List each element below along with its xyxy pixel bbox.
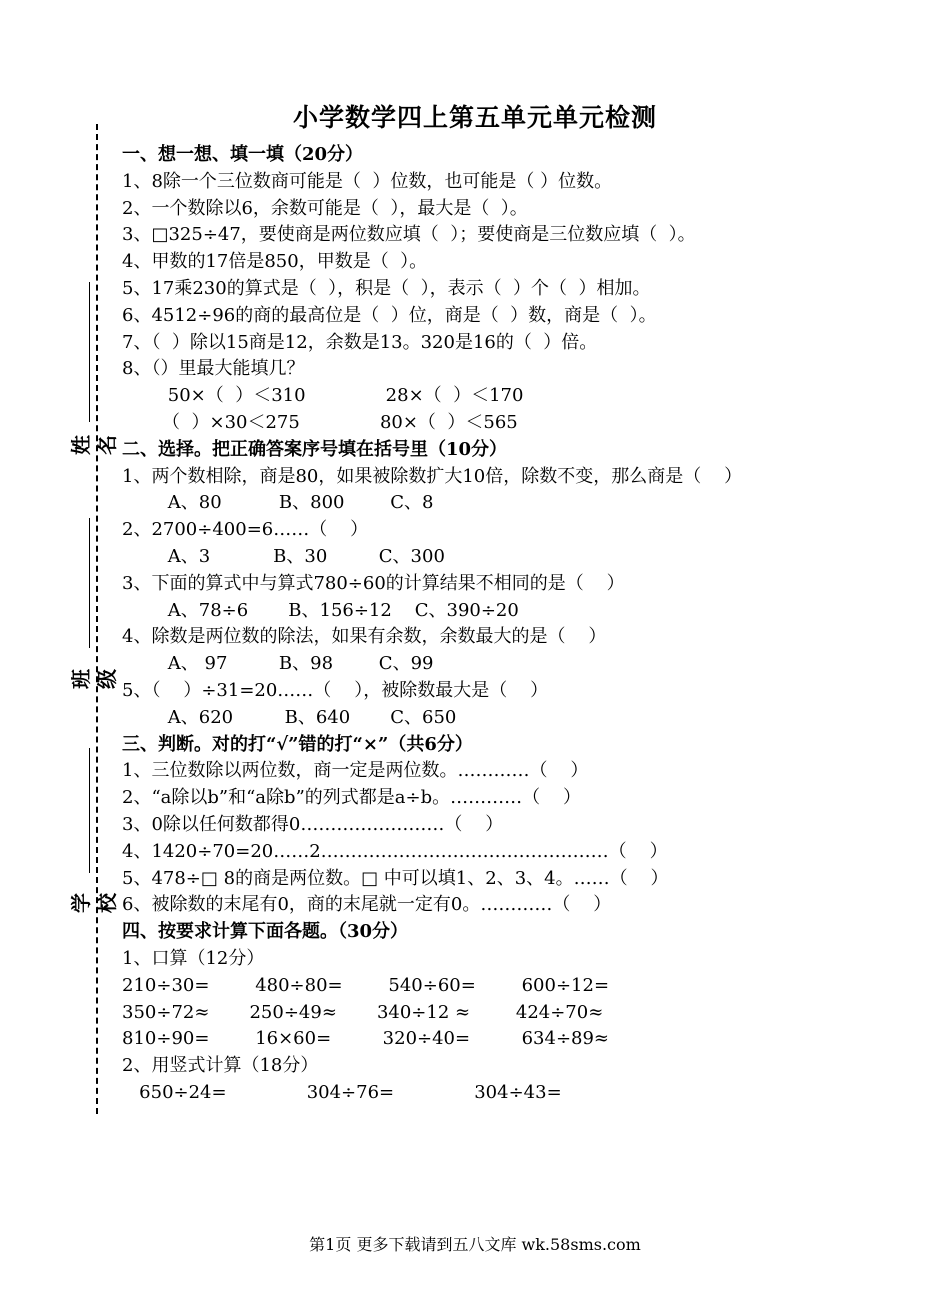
section-heading: 二、选择。把正确答案序号填在括号里（10分） xyxy=(122,438,508,460)
binding-dashed-line xyxy=(96,124,98,1114)
question-line: 6、被除数的末尾有0，商的末尾就一定有0。…………（ ） xyxy=(122,894,612,916)
question-line: 1、8除一个三位数商可能是（ ）位数，也可能是（ ）位数。 xyxy=(122,170,613,192)
school-underline xyxy=(89,748,90,873)
calc-line: 810÷90= 16×60= 320÷40= 634÷89≈ xyxy=(122,1028,610,1050)
question-line: 2、“a除以b”和“a除b”的列式都是a÷b。…………（ ） xyxy=(122,787,581,809)
question-line: 3、0除以任何数都得0……………………（ ） xyxy=(122,813,504,835)
question-line: 6、4512÷96的商的最高位是（ ）位，商是（ ）数，商是（ ）。 xyxy=(122,304,657,326)
calc-line: 210÷30= 480÷80= 540÷60= 600÷12= xyxy=(122,974,610,996)
class-underline xyxy=(89,518,90,648)
question-line: 1、两个数相除，商是80，如果被除数扩大10倍，除数不变，那么商是（ ） xyxy=(122,465,743,487)
question-line: 3、□325÷47，要使商是两位数应填（ ）；要使商是三位数应填（ ）。 xyxy=(122,224,696,246)
question-line: （ ）×30＜275 80×（ ）＜565 xyxy=(122,411,518,433)
question-line: 4、除数是两位数的除法，如果有余数，余数最大的是（ ） xyxy=(122,626,607,648)
section-heading: 一、想一想、填一填（20分） xyxy=(122,144,364,165)
question-line: 2、2700÷400=6……（ ） xyxy=(122,519,369,541)
question-line: 8、（）里最大能填几？ xyxy=(122,358,305,380)
option-line: A、3 B、30 C、300 xyxy=(122,545,445,567)
option-line: A、620 B、640 C、650 xyxy=(122,706,457,728)
calc-line: 650÷24= 304÷76= 304÷43= xyxy=(122,1081,562,1103)
page-title: 小学数学四上第五单元单元检测 xyxy=(292,103,657,132)
question-line: 5、478÷□ 8的商是两位数。□ 中可以填1、2、3、4。……（ ） xyxy=(122,867,669,889)
question-line: 1、三位数除以两位数，商一定是两位数。…………（ ） xyxy=(122,760,589,782)
name-field xyxy=(68,282,119,472)
exam-content xyxy=(122,142,922,1107)
question-line: 5、（ ）÷31=20……（ ），被除数最大是（ ） xyxy=(122,679,549,701)
name-underline xyxy=(89,282,90,422)
question-line: 3、下面的算式中与算式780÷60的计算结果不相同的是（ ） xyxy=(122,572,625,594)
question-line: 2、用竖式计算（18分） xyxy=(122,1055,319,1077)
section-heading: 三、判断。对的打“√”错的打“×”（共6分） xyxy=(122,733,473,755)
question-line: 4、甲数的17倍是850，甲数是（ ）。 xyxy=(122,251,428,273)
option-line: A、 97 B、98 C、99 xyxy=(122,653,434,675)
option-line: A、80 B、800 C、8 xyxy=(122,492,434,514)
school-field xyxy=(68,748,119,928)
school-label: 学校 xyxy=(69,893,119,913)
class-field xyxy=(68,518,119,708)
question-line: 50×（ ）＜310 28×（ ）＜170 xyxy=(122,385,524,407)
question-line: 2、一个数除以6，余数可能是（ ），最大是（ ）。 xyxy=(122,197,528,219)
question-line: 1、口算（12分） xyxy=(122,947,265,969)
page-footer: 第1页 更多下载请到五八文库 wk.58sms.com xyxy=(309,1235,641,1254)
class-label: 班级 xyxy=(69,669,119,689)
option-line: A、78÷6 B、156÷12 C、390÷20 xyxy=(122,599,519,621)
question-line: 7、（ ）除以15商是12，余数是13。320是16的（ ）倍。 xyxy=(122,331,598,353)
question-line: 5、17乘230的算式是（ ），积是（ ），表示（ ）个（ ）相加。 xyxy=(122,277,651,299)
calc-line: 350÷72≈ 250÷49≈ 340÷12 ≈ 424÷70≈ xyxy=(122,1001,604,1023)
name-label: 姓名 xyxy=(69,435,119,455)
question-line: 4、1420÷70=20……2…………………………………………（ ） xyxy=(122,840,668,862)
section-heading: 四、按要求计算下面各题。（30分） xyxy=(122,921,409,943)
